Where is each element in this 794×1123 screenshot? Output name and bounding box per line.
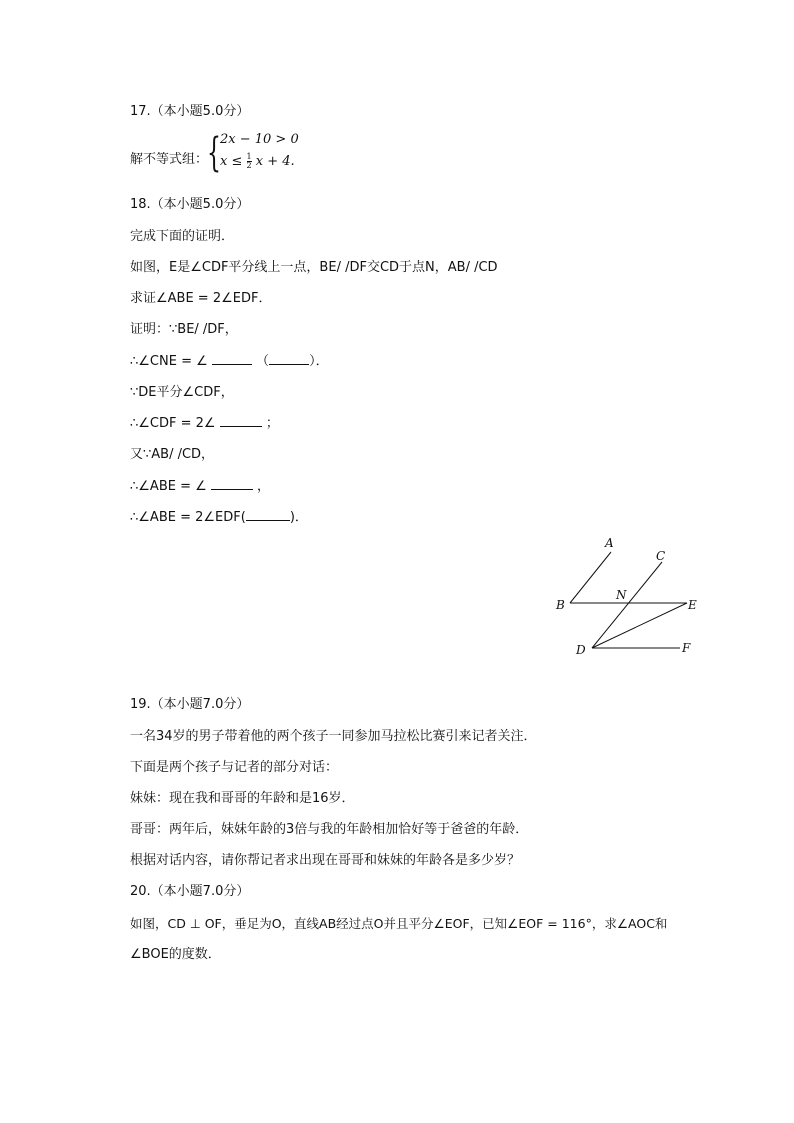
q18-line-4: 证明：∵BE/ /DF，	[130, 322, 238, 337]
q18-line-5-close: ）．	[309, 354, 329, 369]
q18-line-8: 又∵AB/ /CD，	[130, 447, 215, 462]
answer-blank-4[interactable]	[211, 477, 253, 490]
q18-line-10-start: ∴∠ABE = 2∠EDF(	[130, 510, 246, 525]
q20-line-2: ∠BOE的度数．	[130, 947, 221, 962]
answer-blank-3[interactable]	[220, 414, 262, 427]
q18-line-10-end: )．	[289, 510, 308, 525]
q19-line-1: 一名34岁的男子带着他的两个孩子一同参加马拉松比赛引来记者关注．	[130, 729, 537, 744]
q19-header: 19.（本小题7.0分）	[130, 697, 250, 712]
q18-line-3: 求证∠ABE = 2∠EDF．	[130, 291, 272, 306]
q18-line-9-end: ，	[257, 479, 271, 494]
q18-line-5-open: （	[256, 354, 270, 369]
q18-line-7-end: ；	[265, 416, 279, 431]
segment-dc	[592, 562, 662, 648]
q17-ineq2-left: x ≤	[220, 154, 243, 169]
q17-ineq2-right: x + 4.	[255, 154, 295, 169]
q17-prompt: 解不等式组：	[130, 152, 209, 167]
q18-line-9-start: ∴∠ABE = ∠	[130, 479, 207, 494]
q18-line-6: ∵DE平分∠CDF，	[130, 385, 234, 400]
q20-header: 20.（本小题7.0分）	[130, 884, 250, 899]
q17-header: 17.（本小题5.0分）	[130, 104, 250, 119]
q18-line-7	[130, 414, 279, 434]
label-b: B	[556, 598, 565, 612]
label-d: D	[576, 643, 586, 657]
q19-line-3: 妹妹：现在我和哥哥的年龄和是16岁．	[130, 791, 355, 806]
answer-blank-5[interactable]	[246, 508, 290, 521]
label-n: N	[616, 588, 627, 602]
segment-de	[592, 603, 687, 648]
q18-line-1: 完成下面的证明．	[130, 229, 235, 244]
answer-blank-2[interactable]	[269, 352, 309, 365]
q20-line-1: 如图，CD ⊥ OF，垂足为O，直线AB经过点O并且平分∠EOF，已知∠EOF = 116°，求∠AOC和	[130, 916, 668, 931]
q19-line-2: 下面是两个孩子与记者的部分对话：	[130, 760, 339, 775]
q17-fraction	[247, 153, 252, 170]
segment-ba	[570, 552, 611, 603]
q17-inequality-2	[220, 153, 295, 170]
q18-line-2: 如图，E是∠CDF平分线上一点，BE/ /DF交CD于点N，AB/ /CD	[130, 260, 498, 275]
q17-fraction-den: 2	[246, 161, 252, 170]
system-brace: {	[207, 130, 221, 176]
geometry-figure	[550, 530, 710, 660]
q18-line-9	[130, 477, 270, 497]
q19-line-5: 根据对话内容，请你帮记者求出现在哥哥和妹妹的年龄各是多少岁？	[130, 853, 521, 868]
q18-line-10	[130, 508, 308, 528]
q17-inequality-1: 2x − 10 > 0	[220, 132, 299, 147]
q18-line-7-start: ∴∠CDF = 2∠	[130, 416, 216, 431]
q18-header: 18.（本小题5.0分）	[130, 197, 250, 212]
answer-blank-1[interactable]	[212, 352, 252, 365]
q18-line-5-start: ∴∠CNE = ∠	[130, 354, 208, 369]
label-a: A	[605, 536, 614, 550]
q17-fraction-num: 1	[246, 152, 252, 161]
q18-line-5	[130, 352, 329, 372]
label-e: E	[688, 598, 697, 612]
label-f: F	[682, 641, 691, 655]
label-c: C	[656, 549, 666, 563]
q19-line-4: 哥哥：两年后，妹妹年龄的3倍与我的年龄相加恰好等于爸爸的年龄．	[130, 822, 529, 837]
